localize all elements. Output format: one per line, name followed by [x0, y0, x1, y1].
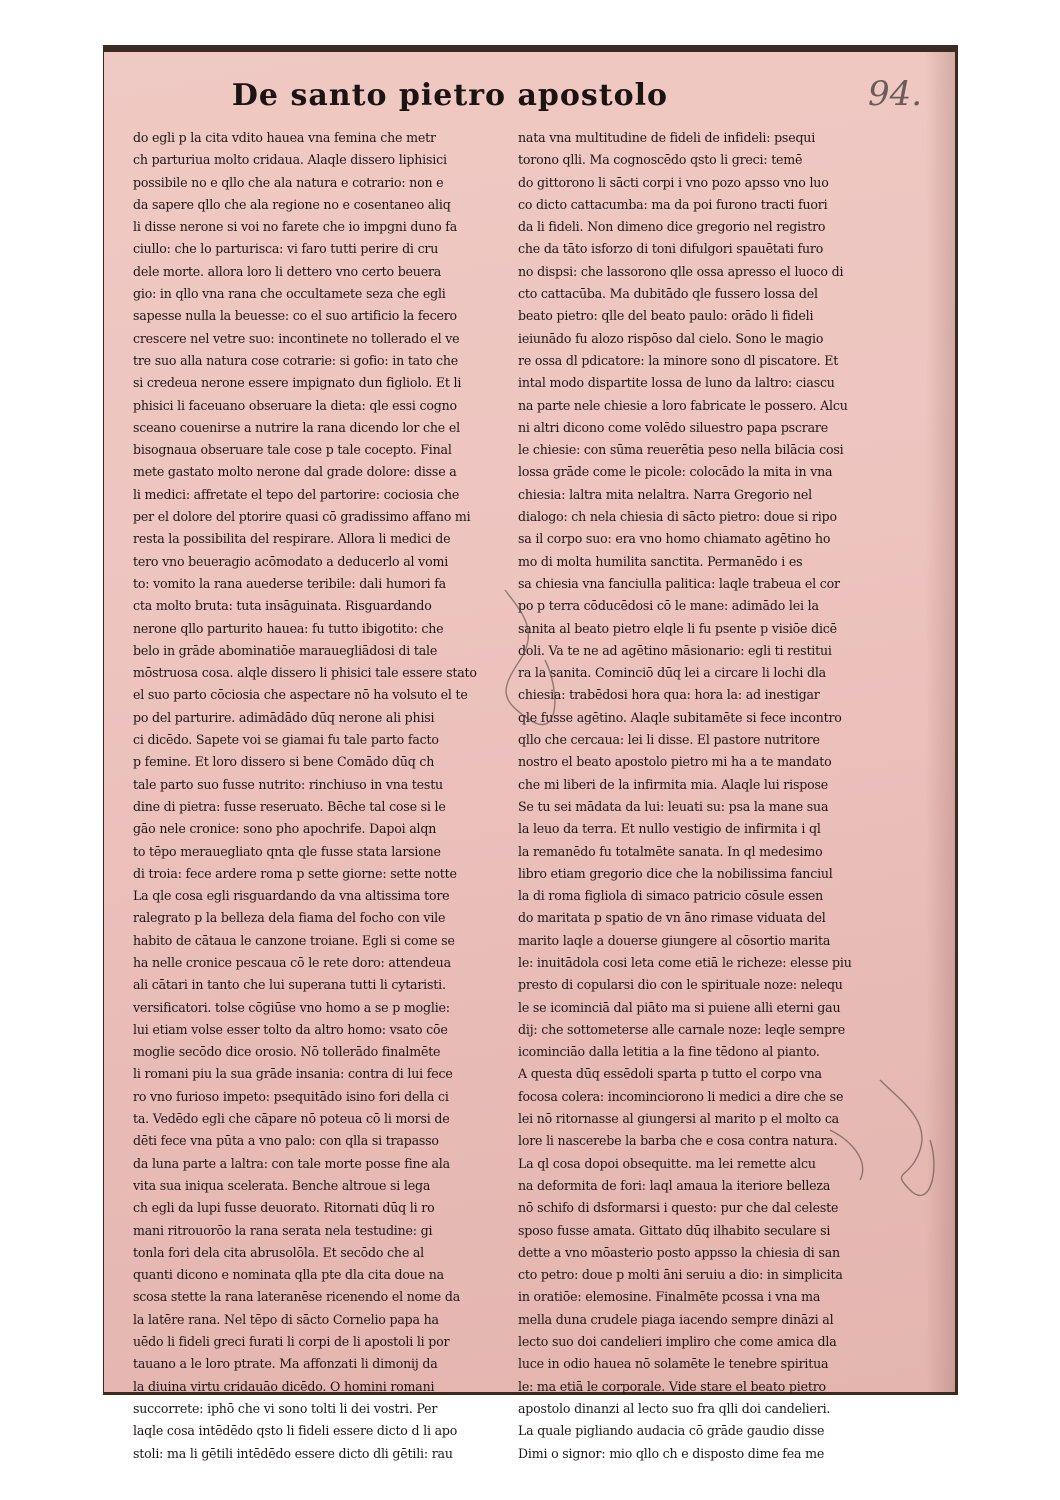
right-column-line: nō schifo di dsformarsi i questo: pur che dal celeste — [518, 1200, 839, 1216]
right-column-line: chiesia: trabēdosi hora qua: hora la: ad inestigar — [518, 687, 820, 703]
left-column-line: ha nelle cronice pescaua cō le rete doro: attendeua — [133, 954, 451, 970]
right-column-line: A questa dūq essēdoli sparta p tutto el corpo vna — [518, 1066, 822, 1082]
right-column-line: presto di copularsi dio con le spirituale noze: nelequ — [518, 977, 843, 993]
right-column-line: do maritata p spatio de vn āno rimase viduata del — [518, 910, 826, 926]
right-column-line: le: ma etiā le corporale. Vide stare el beato pietro — [518, 1378, 826, 1394]
left-column-line: la latēre rana. Nel tēpo di sācto Cornelio papa ha — [133, 1311, 439, 1327]
page-edge-shadow — [925, 52, 955, 1392]
left-column-line: si credeua nerone essere impignato dun figliolo. Et li — [133, 375, 462, 391]
right-column-line: nata vna multitudine de fideli de infideli: psequi — [518, 130, 816, 145]
right-column-line: la di roma figliola di simaco patricio cōsule essen — [518, 888, 824, 904]
left-column-line: crescere nel vetre suo: incontinete no tollerado el ve — [133, 330, 460, 346]
left-column-line: to: vomito la rana auederse teribile: dali humori fa — [133, 575, 446, 591]
left-column-line: ali cātari in tanto che lui superana tutti li cytaristi. — [133, 977, 446, 993]
left-column-line: sceano couenirse a nutrire la rana dicendo lor che el — [133, 419, 460, 435]
left-column-line: cta molto bruta: tuta insāguinata. Risguardando — [133, 598, 432, 614]
right-column-line: apostolo dinanzi al lecto suo fra qlli doi candelieri. — [518, 1400, 831, 1416]
left-column-line: to tēpo merauegliato qnta qle fusse stata larsione — [133, 843, 441, 859]
left-column-line: succorrete: iphō che vi sono tolti li dei vostri. Per — [133, 1400, 438, 1416]
running-title: De santo pietro apostolo — [231, 78, 669, 113]
left-column-line: da luna parte a laltra: con tale morte posse fine ala — [133, 1155, 450, 1171]
right-column-line: nostro el beato apostolo pietro mi ha a te mandato — [518, 754, 832, 770]
left-column-line: belo in grāde abominatiōe marauegliādosi di tale — [133, 642, 438, 658]
right-column-line: La ql cosa dopoi obsequitte. ma lei remette alcu — [518, 1155, 816, 1171]
left-column-line: dele morte. allora loro li dettero vno certo beuera — [133, 263, 442, 279]
left-column-line: per el dolore del ptorire quasi cō gradissimo affano mi — [133, 509, 471, 525]
right-column-line: lossa grāde come le picole: colocādo la mita in vna — [518, 464, 833, 480]
right-column-line: lore li nascerebe la barba che e cosa contra natura. — [518, 1133, 838, 1149]
right-column-line: marito laqle a douerse giungere al cōsortio marita — [518, 932, 831, 948]
right-column-line: intal modo dispartite lossa de luno da laltro: ciascu — [518, 375, 835, 391]
left-column-line: quanti dicono e nominata qlla pte dla cita doue na — [133, 1267, 444, 1283]
right-column-line: po p terra cōducēdosi cō le mane: adimādo lei la — [518, 598, 819, 614]
left-column-line: ralegrato p la belleza dela fiama del focho con vile — [133, 910, 446, 926]
right-column-line: da li fideli. Non dimeno dice gregorio nel registro — [518, 219, 826, 235]
right-column-line: che mi liberi de la infirmita mia. Alaqle lui rispose — [518, 776, 828, 792]
right-column-line: ni altri dicono come volēdo siluestro papa pscrare — [518, 419, 829, 435]
right-column-line: dij: che sottometerse alle carnale noze: leqle sempre — [518, 1021, 846, 1037]
right-column-line: libro etiam gregorio dice che la nobilissima fanciul — [518, 865, 833, 881]
folio-number: 94. — [868, 74, 923, 114]
left-column-line: bisognaua obseruare tale cose p tale cocepto. Final — [133, 442, 452, 458]
right-column-line: dialogo: ch nela chiesia di sācto pietro: doue si ripo — [518, 509, 837, 525]
left-column-line: scosa stette la rana lateranēse ricenendo el nome da — [133, 1289, 460, 1305]
left-column-line: habito de cātaua le canzone troiane. Egli si come se — [133, 932, 455, 948]
left-column-line: la diuina virtu cridauāo dicēdo. O homini romani — [133, 1378, 435, 1394]
right-column-line: sa chiesia vna fanciulla palitica: laqle trabeua el cor — [518, 575, 840, 591]
right-column-line: qle fusse agētino. Alaqle subitamēte si fece incontro — [518, 709, 842, 725]
right-column-line: chiesia: laltra mita nelaltra. Narra Gregorio nel — [518, 486, 812, 502]
left-column-line: uēdo li fideli greci furati li corpi de li apostoli li por — [133, 1334, 450, 1350]
right-column-line: Dimi o signor: mio qllo ch e disposto dime fea me — [518, 1445, 825, 1461]
right-column-line: icominciāo dalla letitia a la fine tēdono al pianto. — [518, 1044, 820, 1060]
left-text-column — [133, 127, 508, 1465]
left-column-line: dēti fece vna pūta a vno palo: con qlla si trapasso — [133, 1133, 439, 1149]
right-column-line: beato pietro: qlle del beato paulo: orādo li fideli — [518, 308, 814, 324]
right-column-line: Se tu sei mādata da lui: leuati su: psa la mane sua — [518, 798, 829, 814]
left-column-line: resta la possibilita del respirare. Allora li medici de — [133, 531, 451, 547]
left-column-line: do egli p la cita vdito hauea vna femina che metr — [133, 130, 436, 145]
left-column-line: ta. Vedēdo egli che cāpare nō poteua cō li morsi de — [133, 1111, 450, 1127]
left-column-line: ci dicēdo. Sapete voi se giamai fu tale parto facto — [133, 732, 439, 748]
left-column-line: sapesse nulla la beuesse: co el suo artificio la fecero — [133, 308, 457, 324]
right-text-column — [518, 127, 893, 1465]
right-column-line: co dicto cattacumba: ma da poi furono tracti fuori — [518, 196, 828, 212]
right-column-line: le: inuitādola cosi leta come etiā le richeze: elesse piu — [518, 954, 852, 970]
right-column-line: na deformita de fori: laql amaua la iteriore belleza — [518, 1177, 831, 1193]
left-column-line: mete gastato molto nerone dal grade dolore: disse a — [133, 464, 457, 480]
left-column-line: phisici li faceuano obseruare la dieta: qle essi cogno — [133, 397, 457, 413]
right-column-line: in oratiōe: elemosine. Finalmēte pcossa i vna ma — [518, 1289, 821, 1305]
left-column-line: ch egli da lupi fusse deuorato. Ritornati dūq li ro — [133, 1200, 435, 1216]
right-column-line: cto petro: doue p molti āni seruiu a dio: in simplicita — [518, 1267, 843, 1283]
left-column-line: ch parturiua molto cridaua. Alaqle dissero liphisici — [133, 152, 447, 168]
right-column-line: doli. Va te ne ad agētino māsionario: egli ti restitui — [518, 642, 832, 658]
left-column-line: mōstruosa cosa. alqle dissero li phisici tale essere stato — [133, 665, 477, 681]
left-column-line: tauano a le loro ptrate. Ma affonzati li dimonij da — [133, 1356, 438, 1372]
left-column-line: li romani piu la sua grāde insania: contra di lui fece — [133, 1066, 453, 1082]
left-column-line: versificatori. tolse cōgiūse vno homo a se p moglie: — [133, 999, 450, 1015]
right-column-line: che da tāto isforzo di toni difulgori spauētati furo — [518, 241, 824, 257]
left-column-line: li medici: affretate el tepo del partorire: cociosia che — [133, 486, 460, 502]
right-column-line: mella duna crudele piaga iacendo sempre dināzi al — [518, 1311, 834, 1327]
right-column-line: lecto suo doi candelieri impliro che come amica dla — [518, 1334, 837, 1350]
right-column-line: no dispsi: che lassorono qlle ossa apresso el luoco di — [518, 263, 844, 279]
right-column-line: la remanēdo fu totalmēte sanata. In ql medesimo — [518, 843, 823, 859]
left-column-line: La qle cosa egli risguardando da vna altissima tore — [133, 888, 450, 904]
left-column-line: el suo parto cōciosia che aspectare nō ha volsuto el te — [133, 687, 468, 703]
left-column-line: nerone qllo parturito hauea: fu tutto ibigotito: che — [133, 620, 444, 636]
right-column-line: re ossa dl pdicatore: la minore sono dl piscatore. Et — [518, 352, 839, 368]
right-column-line: La quale pigliando audacia cō grāde gaudio disse — [518, 1423, 825, 1439]
left-column-line: ro vno furioso impeto: psequitādo isino fori della ci — [133, 1088, 449, 1104]
left-column-line: tero vno beueragio acōmodato a deducerlo al vomi — [133, 553, 449, 569]
right-column-line: ra la sanita. Cominciō dūq lei a circare li lochi dla — [518, 665, 826, 681]
right-column-line: la leuo da terra. Et nullo vestigio de infirmita i ql — [518, 821, 821, 837]
right-column-line: lei nō ritornasse al giungersi al marito p el molto ca — [518, 1111, 839, 1127]
left-column-line: vita sua iniqua scelerata. Benche altroue si lega — [133, 1177, 431, 1193]
left-column-line: tale parto suo fusse nutrito: rinchiuso in vna testu — [133, 776, 443, 792]
right-column-line: do gittorono li sācti corpi i vno pozo apsso vno luo — [518, 174, 829, 190]
left-column-line: laqle cosa intēdēdo qsto li fideli essere dicto d li apo — [133, 1423, 458, 1439]
left-column-line: dine di pietra: fusse reseruato. Bēche tal cose si le — [133, 798, 446, 814]
right-column-line: dette a vno mōasterio posto appsso la chiesia di san — [518, 1244, 840, 1260]
left-column-line: da sapere qllo che ala regione no e cosentaneo aliq — [133, 196, 451, 212]
left-column-line: tonla fori dela cita abrusolōla. Et secōdo che al — [133, 1244, 425, 1260]
left-column-line: gāo nele cronice: sono pho apochrife. Dapoi alqn — [133, 821, 437, 837]
right-column-line: mo di molta humilita sanctita. Permanēdo i es — [518, 553, 803, 569]
right-column-line: torono qlli. Ma cognoscēdo qsto li greci: temē — [518, 152, 803, 168]
left-column-line: gio: in qllo vna rana che occultamete seza che egli — [133, 286, 446, 302]
left-column-line: possibile no e qllo che ala natura e cotrario: non e — [133, 174, 444, 190]
right-column-line: le se icominciā dal piāto ma si puiene alli eterni gau — [518, 999, 841, 1015]
left-column-line: po del parturire. adimādādo dūq nerone ali phisi — [133, 709, 435, 725]
left-column-line: moglie secōdo dice orosio. Nō tollerādo finalmēte — [133, 1044, 441, 1060]
right-column-line: sa il corpo suo: era vno homo chiamato agētino ho — [518, 531, 831, 547]
right-column-line: ieiunādo fu alozo rispōso dal cielo. Sono le magio — [518, 330, 824, 346]
right-column-line: luce in odio hauea nō solamēte le tenebre spiritua — [518, 1356, 829, 1372]
left-column-line: di troia: fece ardere roma p sette giorne: sette notte — [133, 865, 457, 881]
left-column-line: lui etiam volse esser tolto da altro homo: vsato cōe — [133, 1021, 448, 1037]
right-column-line: sanita al beato pietro elqle li fu psente p visiōe dicē — [518, 620, 837, 636]
left-column-line: mani ritrouorōo la rana serata nela testudine: gi — [133, 1222, 433, 1238]
right-column-line: le chiesie: con sūma reuerētia peso nella bilācia cosi — [518, 442, 844, 458]
right-column-line: focosa colera: incominciorono li medici a dire che se — [518, 1088, 844, 1104]
left-column-line: ciullo: che lo parturisca: vi faro tutti perire di cru — [133, 241, 439, 257]
left-column-line: tre suo alla natura cose cotrarie: si gofio: in tato che — [133, 352, 459, 368]
right-column-line: sposo fusse amata. Gittato dūq ilhabito seculare si — [518, 1222, 831, 1238]
right-column-line: cto cattacūba. Ma dubitādo qle fussero lossa del — [518, 286, 818, 302]
right-column-line: qllo che cercaua: lei li disse. El pastore nutritore — [518, 732, 820, 748]
left-column-line: p femine. Et loro dissero si bene Comādo dūq ch — [133, 754, 435, 770]
left-column-line: stoli: ma li gētili intēdēdo essere dicto dli gētili: rau — [133, 1445, 453, 1461]
right-column-line: na parte nele chiesie a loro fabricate le possero. Alcu — [518, 397, 848, 413]
left-column-line: li disse nerone si voi no farete che io impgni duno fa — [133, 219, 458, 235]
